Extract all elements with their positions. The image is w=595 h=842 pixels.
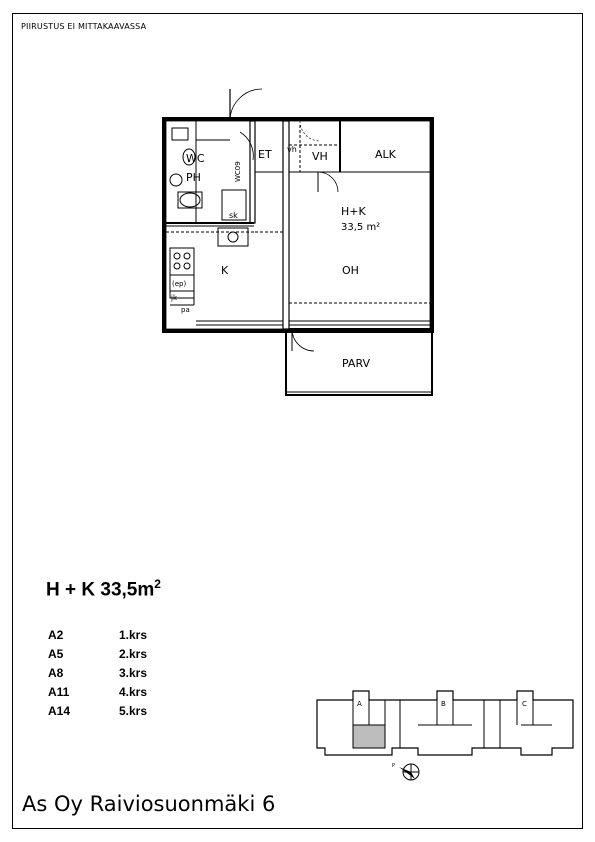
list-item: A8 3.krs bbox=[48, 665, 148, 680]
label-pa: pa bbox=[181, 306, 190, 314]
north-arrow-icon bbox=[399, 767, 415, 779]
room-label-vh: VH bbox=[312, 150, 328, 163]
list-item: A11 4.krs bbox=[48, 684, 148, 699]
apartment-title: H + K $33,5m^2$ bbox=[46, 577, 161, 601]
key-stair-c: C bbox=[522, 700, 527, 708]
room-label-living: H+K bbox=[341, 205, 366, 218]
label-sk: sk bbox=[229, 211, 238, 220]
room-label-vh-small: vh bbox=[287, 145, 297, 154]
key-stair-a: A bbox=[357, 700, 362, 708]
key-north-label: P bbox=[392, 763, 396, 769]
list-item: A14 5.krs bbox=[48, 703, 148, 718]
room-label-parv: PARV bbox=[342, 357, 371, 370]
list-item: A5 2.krs bbox=[48, 646, 148, 661]
room-label-kitchen: K bbox=[221, 264, 229, 277]
key-stair-b: B bbox=[441, 700, 446, 708]
label-ep: (ep) bbox=[172, 280, 187, 288]
key-apartment-highlight bbox=[353, 725, 385, 748]
label-jk: jk bbox=[171, 294, 177, 302]
room-label-alk: ALK bbox=[375, 148, 396, 161]
list-item: A2 1.krs bbox=[48, 627, 148, 642]
room-area: 33,5 m² bbox=[341, 222, 381, 233]
company-name: As Oy Raiviosuonmäki 6 bbox=[22, 792, 276, 816]
room-label-ph: PH bbox=[186, 171, 201, 184]
room-label-wc: WC bbox=[186, 152, 205, 165]
room-label-oh: OH bbox=[342, 264, 359, 277]
scale-note: PIIRUSTUS EI MITTAKAAVASSA bbox=[21, 22, 147, 31]
label-wc09: WC09 bbox=[234, 161, 242, 182]
room-label-et: ET bbox=[258, 148, 272, 161]
